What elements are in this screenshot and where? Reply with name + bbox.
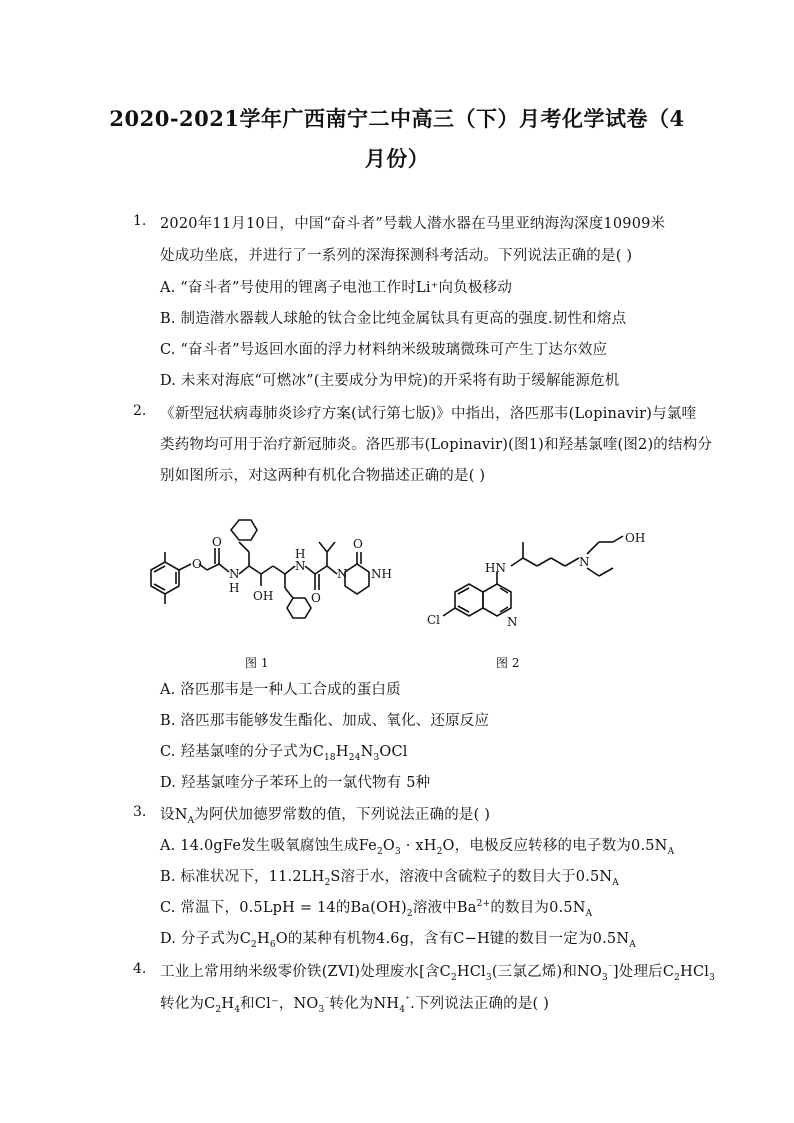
- option-c: C. 羟基氯喹的分子式为$C_{18}H_{24}N_3OCl$: [160, 744, 408, 763]
- option-a: A. 洛匹那韦是一种人工合成的蛋白质: [160, 682, 401, 698]
- atom-label: O: [192, 557, 202, 571]
- question-stem: 2020年11月10日，中国“奋斗者”号载人潜水器在马里亚纳海沟深度10909米: [160, 216, 666, 232]
- atom-label: N: [579, 555, 590, 569]
- question-number: 4.: [133, 961, 147, 977]
- atom-label: O: [353, 537, 363, 551]
- question-stem: 工业上常用纳米级零价铁(ZVI)处理废水[含$C_2HCl_3$(三氯乙烯)和$NO_3^{^-}$]处理后$C_2HCl_3$: [160, 963, 716, 983]
- atom-label: O: [212, 535, 222, 549]
- atom-label: OH: [253, 589, 274, 603]
- structure-figure-2: [425, 528, 665, 648]
- question-stem: 处成功坐底，并进行了一系列的深海探测科考活动。下列说法正确的是( ): [160, 248, 633, 264]
- option-c: C. “奋斗者”号返回水面的浮力材料纳米级玻璃微珠可产生丁达尔效应: [160, 342, 608, 358]
- question-number: 2.: [133, 403, 147, 419]
- question-stem: 设$N_A$为阿伏加德罗常数的值，下列说法正确的是( ): [160, 807, 491, 826]
- atom-label: Cl: [427, 613, 441, 627]
- atom-label: N: [229, 567, 240, 581]
- question-stem: 转化为$C_2H_4$和Cl⁻，$NO_3^{^-}$转化为$NH_4^{^+}$.下列说法正确的是( ): [160, 995, 550, 1015]
- atom-label: HN: [485, 561, 506, 575]
- option-d: D. 羟基氯喹分子苯环上的一氯代物有 5种: [160, 775, 431, 791]
- option-d: D. 未来对海底“可燃冰”(主要成分为甲烷)的开采将有助于缓解能源危机: [160, 373, 620, 389]
- atom-label: OH: [625, 531, 646, 545]
- atom-label: H: [295, 547, 306, 561]
- atom-label: O: [311, 591, 321, 605]
- question-stem: 别如图所示，对这两种有机化合物描述正确的是( ): [160, 468, 486, 484]
- atom-label: NH: [371, 567, 392, 581]
- page-title-continued: 月份）: [364, 146, 430, 171]
- atom-label: N: [295, 559, 306, 573]
- figure-caption: 图 1: [245, 656, 269, 670]
- figure-caption: 图 2: [496, 656, 520, 670]
- option-a: A. “奋斗者”号使用的锂离子电池工作时Li⁺向负极移动: [160, 280, 513, 296]
- option-b: B. 制造潜水器载人球舱的钛合金比纯金属钛具有更高的强度.韧性和熔点: [160, 311, 627, 327]
- question-stem: 类药物均可用于治疗新冠肺炎。洛匹那韦(Lopinavir)(图1)和羟基氯喹(图2)的结构分: [160, 437, 713, 453]
- question-number: 3.: [133, 804, 147, 820]
- atom-label: N: [507, 615, 518, 629]
- option-a: A. 14.0gFe发生吸氧腐蚀生成$Fe_2O_3 \cdot xH_2O$，电极反应转移的电子数为$0.5N_A$: [160, 838, 675, 857]
- option-c: C. 常温下，0.5LpH = 14的$Ba(OH)_2$溶液中$Ba^{2+}$的数目为$0.5N_A$: [160, 899, 593, 919]
- atom-label: H: [229, 581, 240, 595]
- option-d: D. 分子式为$C_2H_6O$的某种有机物4.6g，含有C−H键的数目一定为$0.5N_A$: [160, 931, 636, 950]
- option-b: B. 标准状况下，$11.2LH_2S$溶于水，溶液中含硫粒子的数目大于$0.5N_A$: [160, 869, 619, 888]
- atom-label: N: [337, 567, 348, 581]
- page-title: 2020-2021学年广西南宁二中高三（下）月考化学试卷（4: [109, 106, 685, 131]
- option-b: B. 洛匹那韦能够发生酯化、加成、氧化、还原反应: [160, 713, 490, 729]
- question-number: 1.: [133, 213, 147, 229]
- structure-figure-1: [135, 512, 405, 652]
- question-stem: 《新型冠状病毒肺炎诊疗方案(试行第七版)》中指出，洛匹那韦(Lopinavir)与氯喹: [160, 406, 697, 422]
